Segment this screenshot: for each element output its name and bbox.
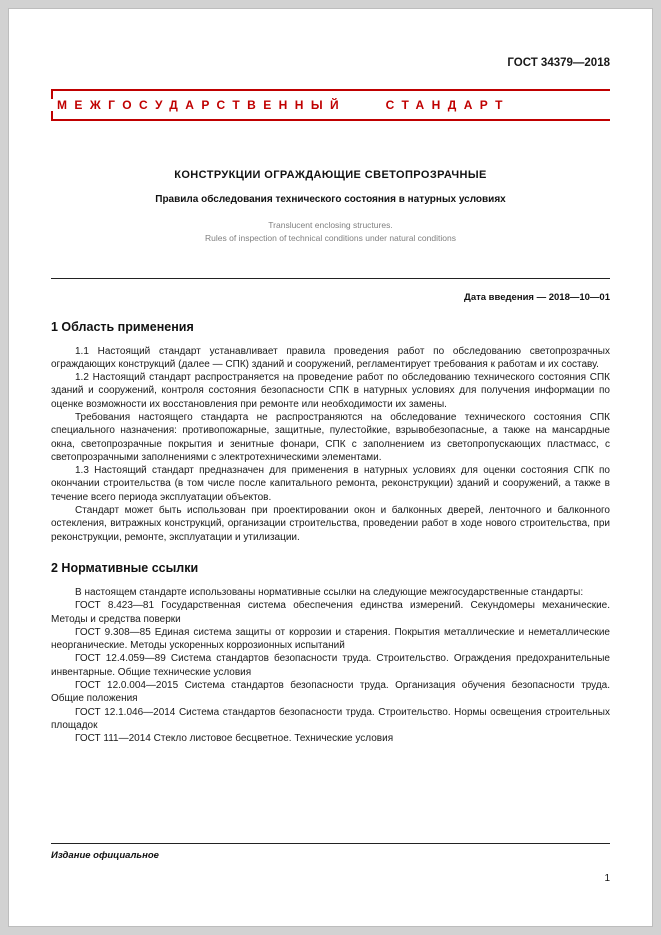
document-title: КОНСТРУКЦИИ ОГРАЖДАЮЩИЕ СВЕТОПРОЗРАЧНЫЕ — [174, 169, 487, 181]
section-1-paragraph: 1.2 Настоящий стандарт распространяется на проведение работ по обследованию технического состояния СПК зданий и сооружений, контроля состояния безопасности СПК в натурных условиях для получения информации по оценке возможности их восстановления при ремонте или необходимости их замены. — [51, 372, 610, 410]
title-english-line-2: Rules of inspection of technical conditions under natural conditions — [205, 232, 456, 243]
section-1-paragraph: 1.3 Настоящий стандарт предназначен для применения в натурных условиях для оценки состояния СПК по окончании строительства (в том числе после капитального ремонта, реконструкции) зданий и сооружений, а также в течение всего периода эксплуатации объектов. — [51, 465, 610, 503]
official-edition-label: Издание официальное — [51, 850, 159, 861]
section-1-paragraph: Стандарт может быть использован при проектировании окон и балконных дверей, ленточного и балконного остекления, витражных конструкций, организации строительства, проведении работ в ходе нового строительства, при реконструкции, ремонте, эксплуатации и утилизации. — [51, 505, 610, 543]
standard-type-band — [51, 89, 610, 121]
header-divider — [51, 278, 610, 279]
document-subtitle: Правила обследования технического состояния в натурных условиях — [155, 194, 506, 205]
section-2-reference: ГОСТ 12.0.004—2015 Система стандартов безопасности труда. Организация обучения безопасности труда. Общие положения — [51, 680, 610, 705]
effective-date: Дата введения — 2018—10—01 — [464, 291, 610, 303]
document-title-english — [51, 219, 610, 245]
section-2-reference: ГОСТ 111—2014 Стекло листовое бесцветное. Технические условия — [75, 733, 394, 745]
standard-type-label: МЕЖГОСУДАРСТВЕННЫЙ СТАНДАРТ — [57, 98, 510, 112]
section-2-reference: ГОСТ 8.423—81 Государственная система обеспечения единства измерений. Секундомеры механические. Методы и средства поверки — [51, 600, 610, 625]
section-2-reference: ГОСТ 12.1.046—2014 Система стандартов безопасности труда. Строительство. Нормы освещения строительных площадок — [51, 706, 610, 731]
title-block — [51, 169, 610, 245]
document-page — [8, 8, 653, 927]
footer-divider — [51, 843, 610, 844]
section-1-heading: 1 Область применения — [51, 319, 194, 334]
page-number: 1 — [604, 873, 610, 884]
section-2-reference: ГОСТ 9.308—85 Единая система защиты от коррозии и старения. Покрытия металлические и неметаллические неорганические. Методы ускоренных коррозионных испытаний — [51, 626, 610, 652]
section-1-paragraph: Требования настоящего стандарта не распространяются на обследование технического состояния СПК специального назначения: противопожарные, защитные, пулестойкие, взрывобезопасные, а также на мансардные окна, светопрозрачные покрытия и зенитные фонари, СПК с заполнением из светопропускающих пластмасс, с светопрозрачными заполнениями с электротехническими элементами. — [51, 411, 610, 463]
section-2-heading: 2 Нормативные ссылки — [51, 560, 199, 575]
title-english-line-1: Translucent enclosing structures. — [268, 220, 393, 230]
doc-number: ГОСТ 34379—2018 — [507, 57, 610, 69]
section-2-reference: ГОСТ 12.4.059—89 Система стандартов безопасности труда. Строительство. Ограждения предохранительные инвентарные. Общие технические условия — [51, 653, 610, 678]
section-1-paragraph: 1.1 Настоящий стандарт устанавливает правила проведения работ по обследованию светопрозрачных ограждающих конструкций (далее — СПК) зданий и сооружений, регламентирует требования к работам и их составу. — [51, 345, 610, 370]
section-2-paragraph: В настоящем стандарте использованы нормативные ссылки на следующие межгосударственные стандарты: — [75, 586, 584, 598]
page-footer — [51, 843, 610, 884]
